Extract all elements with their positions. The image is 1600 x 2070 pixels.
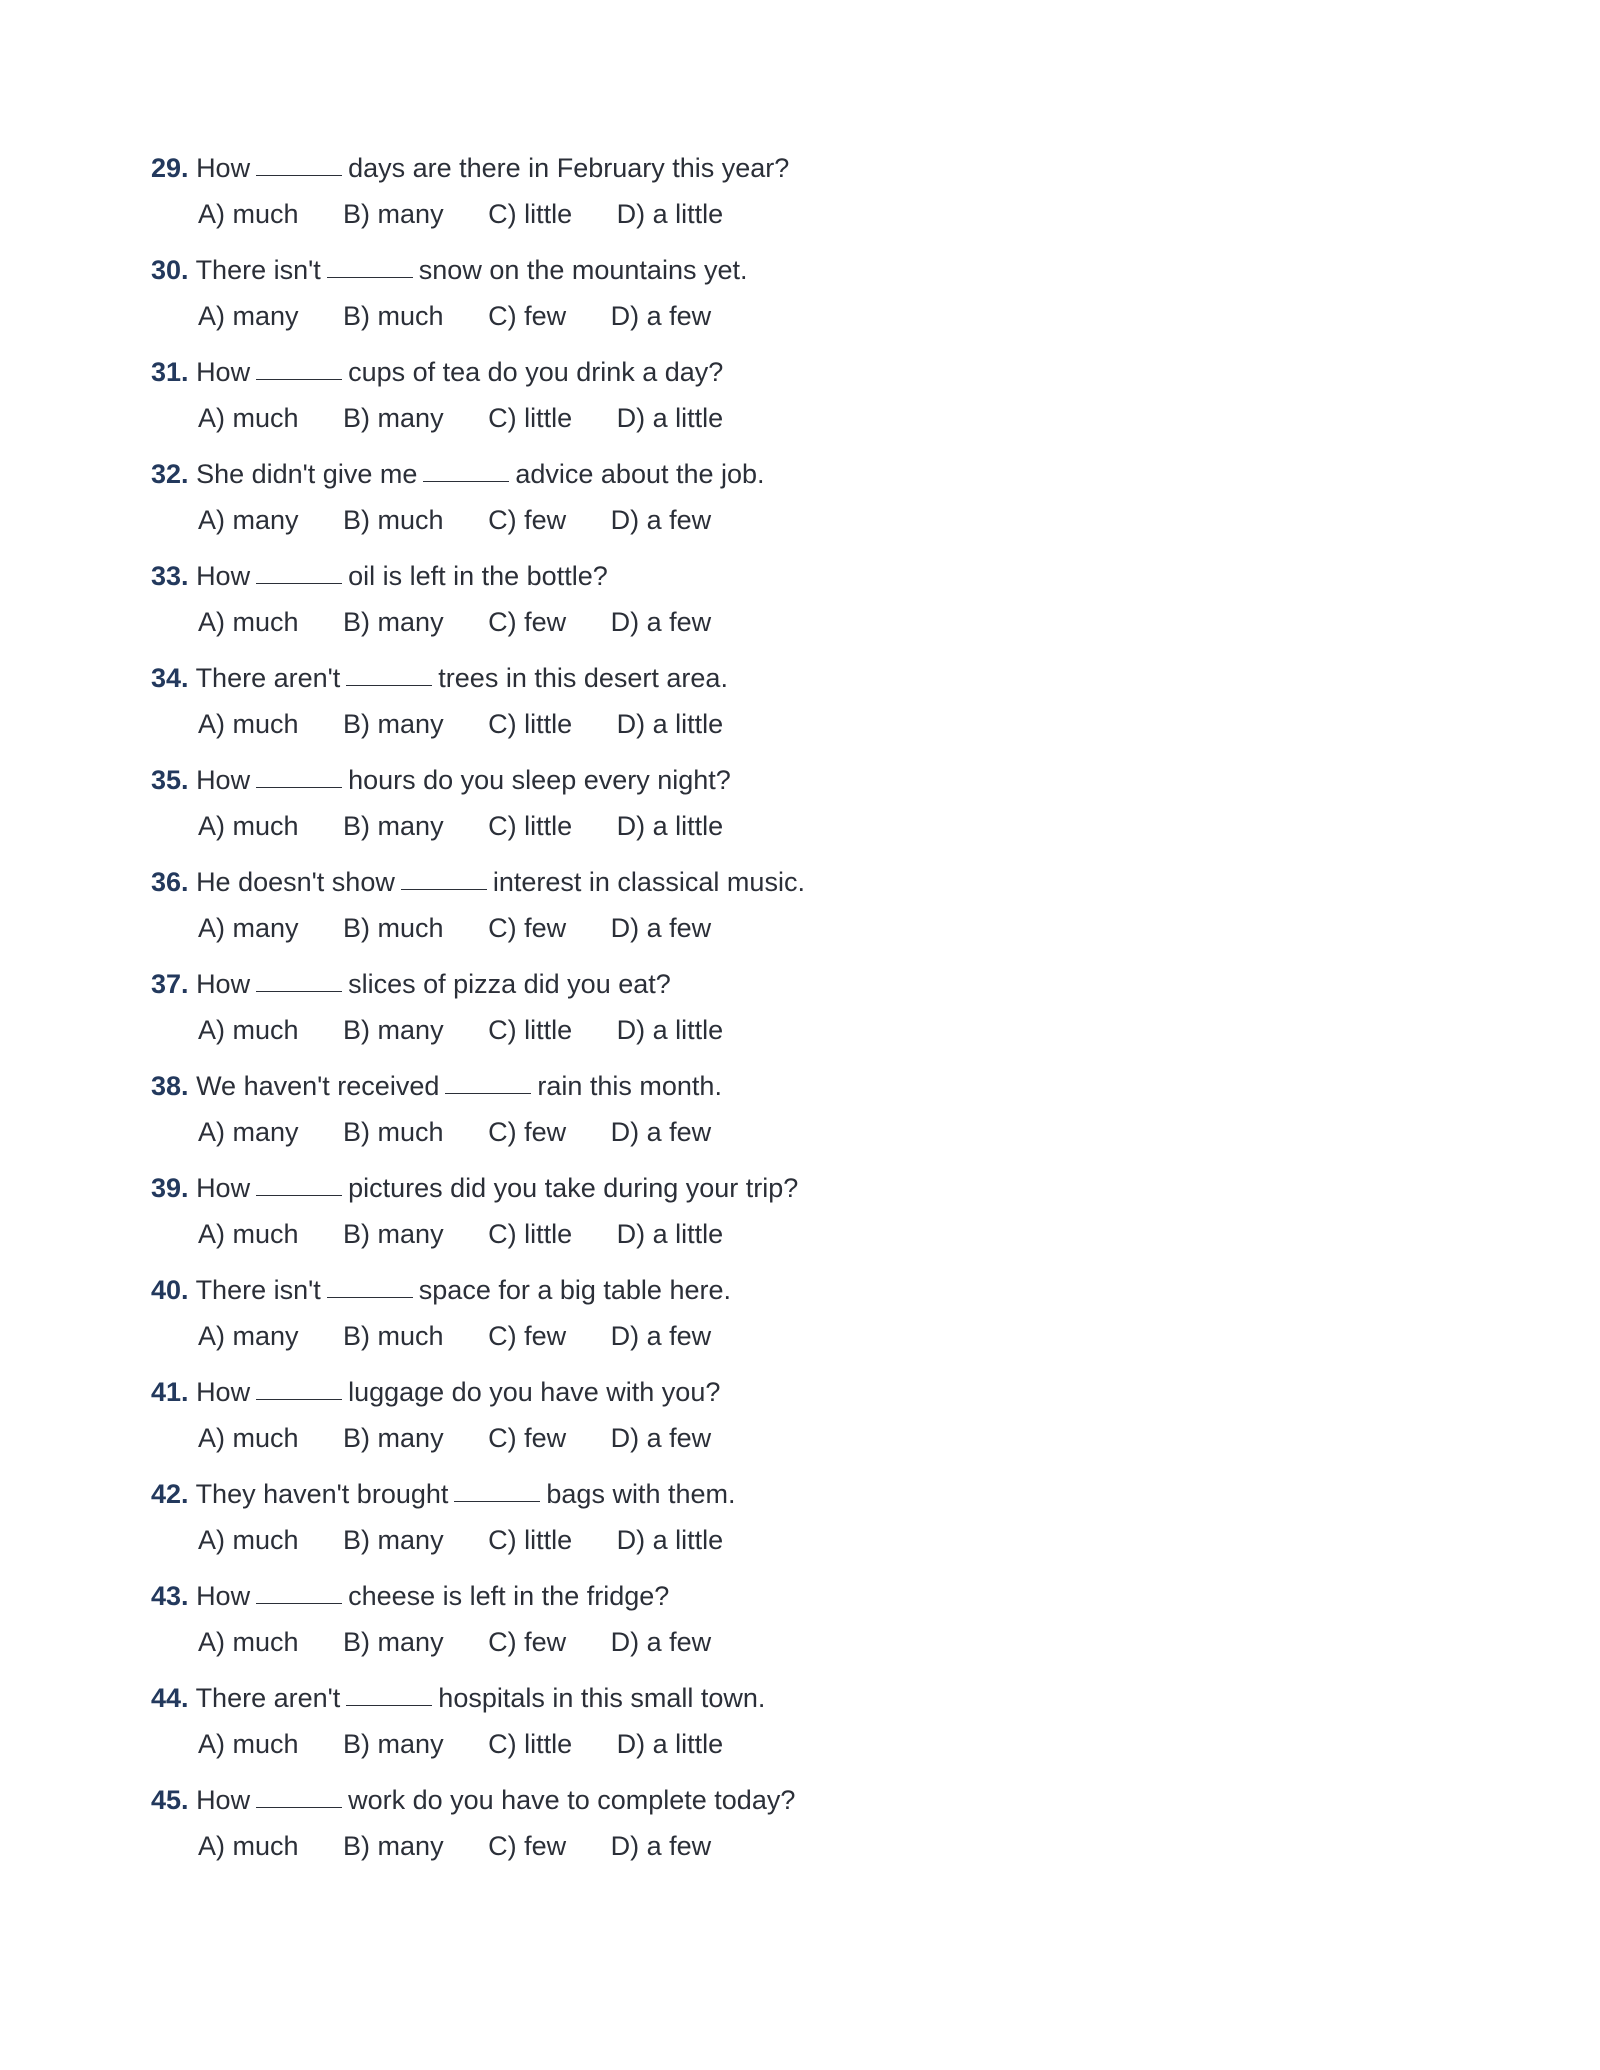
answer-option-d: D) a little	[616, 199, 724, 229]
answer-option-a: A) much	[198, 1729, 299, 1759]
answer-option-b: B) many	[343, 1729, 444, 1759]
question-stem	[151, 554, 1251, 598]
answer-option-a: A) many	[198, 1321, 299, 1351]
answer-options	[198, 804, 760, 848]
question-text-before: How	[196, 1377, 251, 1407]
question-stem	[151, 1268, 1251, 1312]
answer-option-d: D) a few	[610, 1627, 712, 1657]
answer-option-d: D) a little	[616, 1525, 724, 1555]
answer-blank	[327, 247, 413, 278]
question-stem	[151, 146, 1251, 190]
answer-option-d: D) a few	[610, 607, 712, 637]
answer-option-d: D) a few	[610, 1117, 712, 1147]
answer-option-d: D) a little	[616, 1729, 724, 1759]
question-stem	[151, 1064, 1251, 1108]
answer-options	[198, 1416, 748, 1460]
answer-option-a: A) much	[198, 709, 299, 739]
answer-option-d: D) a few	[610, 1423, 712, 1453]
question-stem	[151, 452, 1251, 496]
answer-option-b: B) many	[343, 199, 444, 229]
answer-blank	[256, 145, 342, 176]
question-number: 40.	[151, 1275, 189, 1305]
question-text-after: bags with them.	[546, 1479, 736, 1509]
question-item	[151, 1166, 1251, 1268]
question-number: 31.	[151, 357, 189, 387]
question-item	[151, 554, 1251, 656]
answer-option-c: C) little	[488, 1219, 573, 1249]
answer-option-b: B) many	[343, 1423, 444, 1453]
question-item	[151, 146, 1251, 248]
answer-option-c: C) few	[488, 1627, 567, 1657]
answer-option-d: D) a few	[610, 1831, 712, 1861]
question-item	[151, 1574, 1251, 1676]
question-text-after: luggage do you have with you?	[348, 1377, 721, 1407]
answer-blank	[256, 1165, 342, 1196]
answer-option-b: B) much	[343, 1321, 444, 1351]
answer-blank	[256, 1369, 342, 1400]
question-stem	[151, 962, 1251, 1006]
question-text-before: She didn't give me	[196, 459, 418, 489]
answer-blank	[327, 1267, 413, 1298]
answer-options	[198, 1620, 748, 1664]
answer-option-b: B) many	[343, 607, 444, 637]
question-text-after: cheese is left in the fridge?	[348, 1581, 670, 1611]
question-text-after: advice about the job.	[515, 459, 765, 489]
answer-options	[198, 1212, 760, 1256]
question-number: 38.	[151, 1071, 189, 1101]
answer-option-c: C) little	[488, 811, 573, 841]
question-number: 43.	[151, 1581, 189, 1611]
question-stem	[151, 1370, 1251, 1414]
question-text-after: pictures did you take during your trip?	[348, 1173, 799, 1203]
answer-option-a: A) many	[198, 505, 299, 535]
answer-option-c: C) few	[488, 301, 567, 331]
question-item	[151, 656, 1251, 758]
answer-option-c: C) few	[488, 1423, 567, 1453]
question-text-before: There aren't	[195, 1683, 341, 1713]
question-text-before: How	[196, 969, 251, 999]
question-number: 32.	[151, 459, 189, 489]
answer-option-b: B) much	[343, 505, 444, 535]
answer-option-a: A) much	[198, 1831, 299, 1861]
answer-options	[198, 600, 748, 644]
answer-blank	[256, 757, 342, 788]
answer-option-a: A) much	[198, 1219, 299, 1249]
question-text-before: How	[196, 1785, 251, 1815]
answer-blank	[256, 961, 342, 992]
question-number: 30.	[151, 255, 189, 285]
question-text-before: How	[196, 1173, 251, 1203]
question-number: 35.	[151, 765, 189, 795]
answer-options	[198, 1008, 760, 1052]
answer-blank	[256, 553, 342, 584]
answer-blank	[454, 1471, 540, 1502]
answer-blank	[423, 451, 509, 482]
question-stem	[151, 248, 1251, 292]
answer-options	[198, 1722, 760, 1766]
answer-blank	[401, 859, 487, 890]
question-text-after: slices of pizza did you eat?	[348, 969, 671, 999]
answer-option-b: B) much	[343, 1117, 444, 1147]
answer-option-d: D) a few	[610, 913, 712, 943]
question-text-before: How	[196, 357, 251, 387]
answer-options	[198, 396, 760, 440]
answer-option-a: A) much	[198, 1627, 299, 1657]
answer-option-a: A) much	[198, 403, 299, 433]
question-text-after: days are there in February this year?	[348, 153, 790, 183]
answer-option-b: B) many	[343, 1219, 444, 1249]
answer-options	[198, 1110, 748, 1154]
answer-option-a: A) much	[198, 199, 299, 229]
answer-option-d: D) a little	[616, 1015, 724, 1045]
answer-options	[198, 1824, 748, 1868]
answer-blank	[256, 349, 342, 380]
answer-option-b: B) many	[343, 1831, 444, 1861]
answer-option-d: D) a few	[610, 505, 712, 535]
answer-option-c: C) little	[488, 199, 573, 229]
answer-blank	[346, 1675, 432, 1706]
answer-option-d: D) a little	[616, 403, 724, 433]
answer-option-c: C) little	[488, 1729, 573, 1759]
answer-option-a: A) many	[198, 1117, 299, 1147]
question-item	[151, 1370, 1251, 1472]
question-number: 44.	[151, 1683, 189, 1713]
answer-blank	[256, 1777, 342, 1808]
answer-option-a: A) much	[198, 607, 299, 637]
answer-option-d: D) a few	[610, 301, 712, 331]
question-stem	[151, 350, 1251, 394]
question-text-after: interest in classical music.	[492, 867, 805, 897]
question-text-before: How	[196, 765, 251, 795]
question-text-after: cups of tea do you drink a day?	[348, 357, 724, 387]
question-stem	[151, 1166, 1251, 1210]
question-item	[151, 1676, 1251, 1778]
question-item	[151, 962, 1251, 1064]
question-text-before: He doesn't show	[196, 867, 395, 897]
question-list	[151, 146, 1251, 1880]
question-number: 34.	[151, 663, 189, 693]
question-text-before: How	[196, 561, 251, 591]
question-number: 45.	[151, 1785, 189, 1815]
question-text-before: There isn't	[195, 255, 321, 285]
answer-option-a: A) much	[198, 1423, 299, 1453]
answer-option-b: B) many	[343, 403, 444, 433]
answer-option-c: C) little	[488, 1015, 573, 1045]
question-number: 39.	[151, 1173, 189, 1203]
answer-option-a: A) many	[198, 913, 299, 943]
question-number: 36.	[151, 867, 189, 897]
question-number: 42.	[151, 1479, 189, 1509]
question-text-before: How	[196, 153, 251, 183]
question-number: 41.	[151, 1377, 189, 1407]
answer-options	[198, 1314, 748, 1358]
question-item	[151, 248, 1251, 350]
answer-option-a: A) much	[198, 811, 299, 841]
question-text-after: hours do you sleep every night?	[348, 765, 731, 795]
question-stem	[151, 758, 1251, 802]
answer-option-d: D) a little	[616, 709, 724, 739]
answer-option-a: A) many	[198, 301, 299, 331]
question-item	[151, 1778, 1251, 1880]
question-text-before: There isn't	[195, 1275, 321, 1305]
question-text-after: oil is left in the bottle?	[348, 561, 608, 591]
question-number: 29.	[151, 153, 189, 183]
question-item	[151, 1472, 1251, 1574]
answer-option-b: B) many	[343, 709, 444, 739]
answer-option-d: D) a little	[616, 1219, 724, 1249]
answer-options	[198, 702, 760, 746]
answer-option-b: B) many	[343, 1627, 444, 1657]
answer-option-d: D) a little	[616, 811, 724, 841]
question-text-before: There aren't	[195, 663, 341, 693]
answer-option-b: B) much	[343, 301, 444, 331]
answer-option-a: A) much	[198, 1525, 299, 1555]
question-item	[151, 1268, 1251, 1370]
answer-option-b: B) many	[343, 811, 444, 841]
answer-option-c: C) little	[488, 1525, 573, 1555]
answer-options	[198, 294, 748, 338]
question-stem	[151, 1778, 1251, 1822]
question-number: 37.	[151, 969, 189, 999]
question-text-after: trees in this desert area.	[438, 663, 728, 693]
answer-blank	[256, 1573, 342, 1604]
question-text-before: We haven't received	[196, 1071, 440, 1101]
question-text-after: rain this month.	[537, 1071, 722, 1101]
question-stem	[151, 860, 1251, 904]
answer-blank	[346, 655, 432, 686]
question-item	[151, 350, 1251, 452]
answer-option-c: C) few	[488, 607, 567, 637]
question-number: 33.	[151, 561, 189, 591]
answer-option-c: C) few	[488, 505, 567, 535]
question-item	[151, 1064, 1251, 1166]
question-item	[151, 758, 1251, 860]
answer-options	[198, 192, 760, 236]
answer-option-c: C) little	[488, 403, 573, 433]
question-text-after: hospitals in this small town.	[438, 1683, 766, 1713]
question-text-after: snow on the mountains yet.	[418, 255, 748, 285]
question-text-after: space for a big table here.	[418, 1275, 731, 1305]
question-item	[151, 452, 1251, 554]
question-text-after: work do you have to complete today?	[348, 1785, 796, 1815]
question-text-before: They haven't brought	[195, 1479, 449, 1509]
answer-options	[198, 1518, 760, 1562]
answer-option-b: B) many	[343, 1525, 444, 1555]
question-stem	[151, 1574, 1251, 1618]
answer-option-c: C) few	[488, 1321, 567, 1351]
answer-option-c: C) few	[488, 1831, 567, 1861]
answer-option-d: D) a few	[610, 1321, 712, 1351]
question-stem	[151, 656, 1251, 700]
question-item	[151, 860, 1251, 962]
question-stem	[151, 1472, 1251, 1516]
answer-blank	[445, 1063, 531, 1094]
question-text-before: How	[196, 1581, 251, 1611]
answer-option-a: A) much	[198, 1015, 299, 1045]
answer-option-b: B) much	[343, 913, 444, 943]
answer-option-c: C) few	[488, 1117, 567, 1147]
question-stem	[151, 1676, 1251, 1720]
answer-option-c: C) few	[488, 913, 567, 943]
answer-option-b: B) many	[343, 1015, 444, 1045]
answer-options	[198, 906, 748, 950]
answer-options	[198, 498, 748, 542]
answer-option-c: C) little	[488, 709, 573, 739]
